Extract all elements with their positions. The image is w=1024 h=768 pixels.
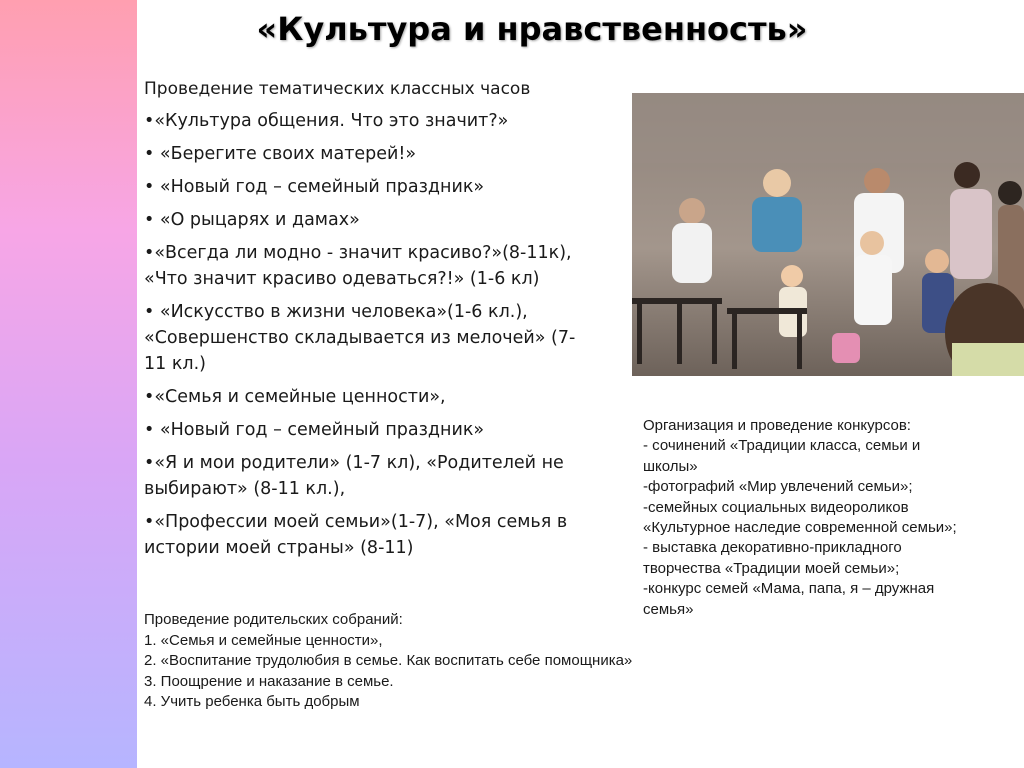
parent-meetings-section [144,610,744,713]
list-item: 3. Поощрение и наказание в семье. [144,672,394,690]
list-item: • «Новый год – семейный праздник» [144,420,485,440]
list-item: • «Искусство в жизни человека»(1-6 кл.), «Совершенство складывается из мелочей» (7- 11 кл.) [144,302,576,374]
list-item: 4. Учить ребенка быть добрым [144,693,360,710]
list-item: • «Новый год – семейный праздник» [144,177,485,197]
list-item: •«Всегда ли модно - значит красиво?»(8-11к), «Что значит красиво одеваться?!» (1-6 кл) [144,243,572,289]
list-item: •«Я и мои родители» (1-7 кл), «Родителей не выбирают» (8-11 кл.), [144,453,564,499]
list-item: •«Профессии моей семьи»(1-7), «Моя семья в истории моей страны» (8-11) [144,512,568,558]
event-photo [632,93,1024,376]
list-item: •«Культура общения. Что это значит?» [144,111,509,131]
list-item: • «О рыцарях и дамах» [144,210,360,230]
slide-title: «Культура и нравственность» [256,10,808,48]
class-hours-heading: Проведение тематических классных часов [144,79,531,99]
contests-section: Организация и проведение конкурсов: - сочинений «Традиции класса, семьи и школы» -фотографий «Мир увлечений семьи»; -семейных социальных видеороликов «Культурное наследие современной семьи»; - выставка декоративно-прикладного творчества «Традиции моей семьи»; -конкурс семей «Мама, папа, я – дружная семья» [643,417,957,618]
parent-meetings-heading: Проведение родительских собраний: [144,611,403,628]
list-item: • «Берегите своих матерей!» [144,144,417,164]
list-item: 1. «Семья и семейные ценности», [144,631,383,649]
decorative-gradient-band [0,0,137,768]
list-item: •«Семья и семейные ценности», [144,387,446,407]
list-item: 2. «Воспитание трудолюбия в семье. Как воспитать себе помощника» [144,652,633,669]
class-hours-section [144,76,614,568]
class-hours-list [144,108,614,561]
